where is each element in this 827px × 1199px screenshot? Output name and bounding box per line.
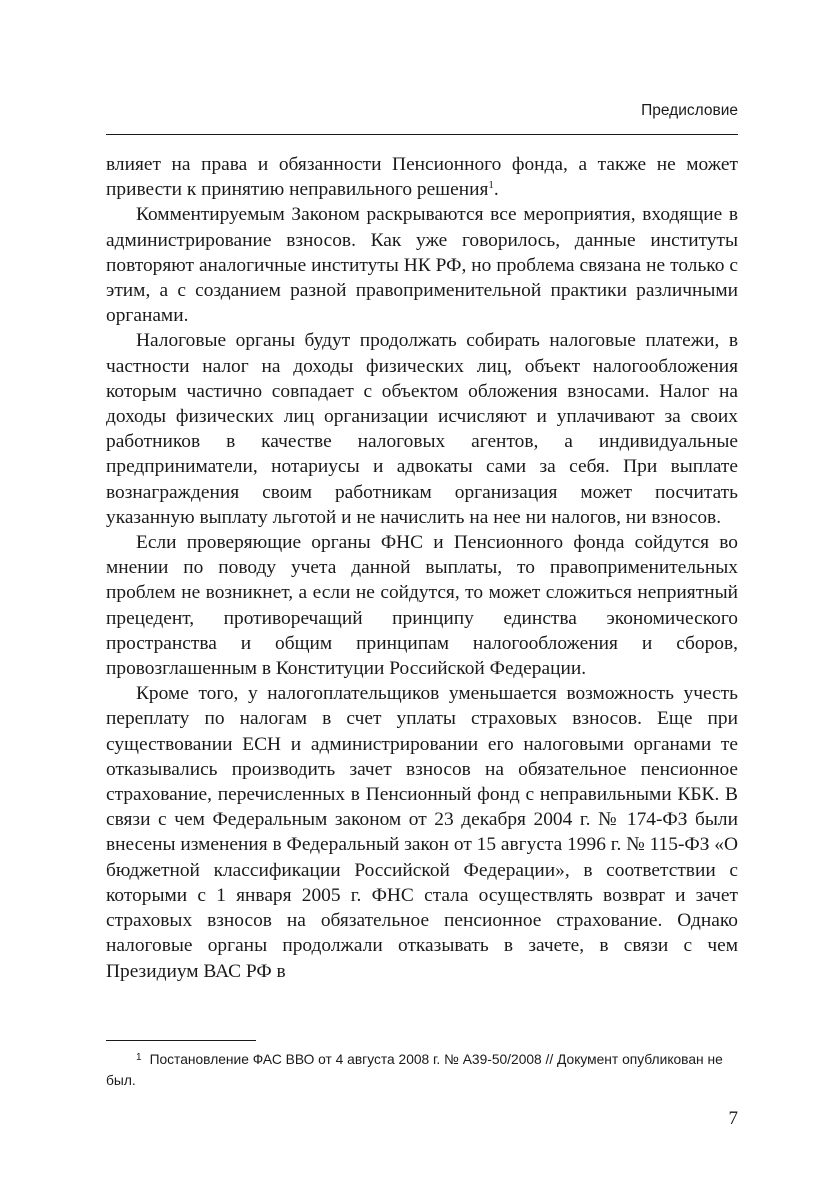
paragraph-0-text: влияет на права и обязанности Пенсионного фонда, а также не может привести к принятию неправильного решения	[106, 154, 738, 201]
running-head: Предисловие	[641, 102, 738, 119]
paragraph: Налоговые органы будут продолжать собирать налоговые платежи, в частности налог на доходы физических лиц, объект налогообложения которым частично совпадает с объектом обложения взносами. Налог на доходы физических лиц организации исчисляют и уплачивают за своих работников в качестве налоговых агентов, а индивидуальные предприниматели, нотариусы и адвокаты сами за себя. При выплате вознаграждения своим работникам организация может посчитать указанную выплату льготой и не начислить на нее ни налогов, ни взносов.	[106, 330, 738, 528]
page-number: 7	[728, 1108, 738, 1129]
main-text	[106, 152, 738, 984]
footnote-rule	[106, 1040, 256, 1041]
footnote	[106, 1049, 738, 1091]
footnote-text: Постановление ФАС ВВО от 4 августа 2008 г. № А39-50/2008 // Документ опубликован не был.	[106, 1052, 723, 1088]
header-rule	[106, 134, 738, 135]
paragraph: Если проверяющие органы ФНС и Пенсионного фонда сойдутся во мнении по поводу учета данной выплаты, то правоприменительных проблем не возникнет, а если не сойдутся, то может сложиться неприятный прецедент, противоречащий принципу единства экономического пространства и общим принципам налогообложения и сборов, провозглашенным в Конституции Российской Федерации.	[106, 532, 738, 680]
paragraph: Кроме того, у налогоплательщиков уменьшается возможность учесть переплату по налогам в счет уплаты страховых взносов. Еще при существовании ЕСН и администрировании его налоговыми органами те отказывались производить зачет взносов на обязательное пенсионное страхование, перечисленных в Пенсионный фонд с неправильными КБК. В связи с чем Федеральным законом от 23 декабря 2004 г. № 174-ФЗ были внесены изменения в Федеральный закон от 15 августа 1996 г. № 115-ФЗ «О бюджетной классификации Российской Федерации», в соответствии с которыми с 1 января 2005 г. ФНС стала осуществлять возврат и зачет страховых взносов на обязательное пенсионное страхование. Однако налоговые органы продолжали отказывать в зачете, в связи с чем Президиум ВАС РФ в	[106, 683, 738, 982]
footnote-reference: 1	[488, 179, 494, 192]
paragraph-0-end: .	[493, 179, 499, 201]
paragraph-continuation	[106, 152, 738, 202]
paragraph: Комментируемым Законом раскрываются все мероприятия, входящие в администрирование взносов. Как уже говорилось, данные институты повторяют аналогичные институты НК РФ, но проблема связана не только с этим, а с созданием разной правоприменительной практики различными органами.	[106, 204, 738, 327]
footnote-marker: 1	[136, 1052, 142, 1063]
